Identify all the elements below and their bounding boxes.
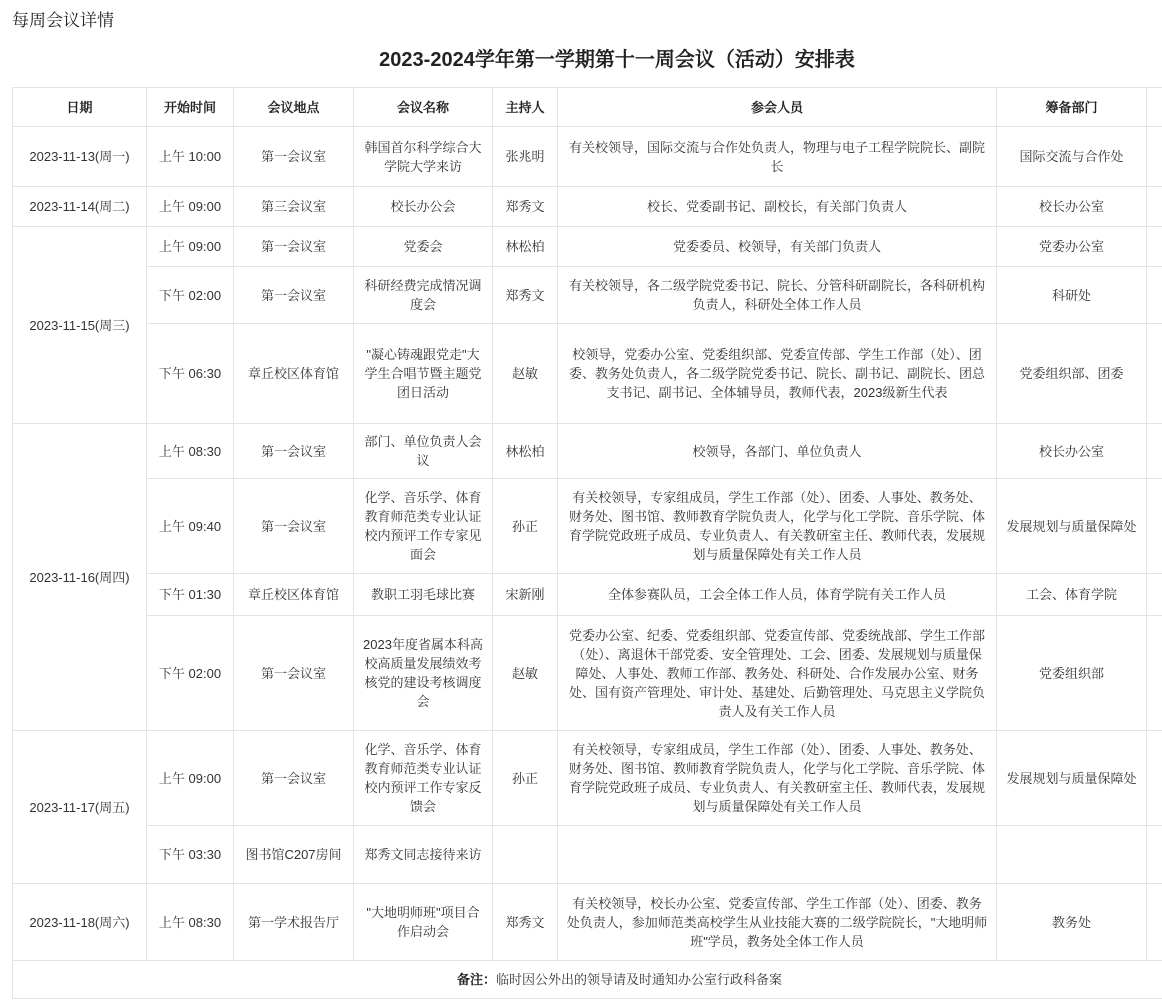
cell-prep-dept — [997, 826, 1147, 884]
cell-prep-dept: 校长办公室 — [997, 424, 1147, 479]
cell-meeting-name: 部门、单位负责人会议 — [354, 424, 493, 479]
meeting-schedule-table — [12, 87, 1162, 999]
cell-host: 孙正 — [493, 479, 558, 574]
cell-prep-dept: 科研处 — [997, 267, 1147, 324]
column-header-participants: 参会人员 — [558, 88, 997, 127]
cell-meeting-name: 教职工羽毛球比赛 — [354, 574, 493, 616]
cell-start-time: 下午 03:30 — [147, 826, 234, 884]
cell-location: 章丘校区体育馆 — [234, 324, 354, 424]
cell-prep-dept: 发展规划与质量保障处 — [997, 479, 1147, 574]
cell-start-time: 上午 08:30 — [147, 884, 234, 961]
table-title: 2023-2024学年第一学期第十一周会议（活动）安排表 — [379, 49, 855, 71]
cell-participants: 校长、党委副书记、副校长，有关部门负责人 — [558, 187, 997, 227]
cell-start-time: 上午 09:00 — [147, 187, 234, 227]
column-header-date: 日期 — [13, 88, 147, 127]
cell-host: 林松柏 — [493, 424, 558, 479]
cell-clipped — [1147, 127, 1162, 187]
cell-host: 林松柏 — [493, 227, 558, 267]
cell-location: 第一会议室 — [234, 731, 354, 826]
column-header-location: 会议地点 — [234, 88, 354, 127]
cell-clipped — [1147, 826, 1162, 884]
cell-participants: 有关校领导，国际交流与合作处负责人，物理与电子工程学院院长、副院长 — [558, 127, 997, 187]
cell-clipped — [1147, 574, 1162, 616]
table-row — [13, 616, 1162, 731]
cell-date: 2023-11-13(周一) — [13, 127, 147, 187]
cell-date: 2023-11-16(周四) — [13, 424, 147, 731]
cell-host: 宋新刚 — [493, 574, 558, 616]
cell-prep-dept: 校长办公室 — [997, 187, 1147, 227]
cell-clipped — [1147, 267, 1162, 324]
cell-prep-dept: 工会、体育学院 — [997, 574, 1147, 616]
note-label: 备注： — [456, 972, 496, 987]
cell-clipped — [1147, 479, 1162, 574]
cell-location: 图书馆C207房间 — [234, 826, 354, 884]
cell-prep-dept: 发展规划与质量保障处 — [997, 731, 1147, 826]
cell-host — [493, 826, 558, 884]
cell-start-time: 下午 06:30 — [147, 324, 234, 424]
cell-start-time: 上午 08:30 — [147, 424, 234, 479]
cell-participants — [558, 826, 997, 884]
table-row — [13, 826, 1162, 884]
cell-prep-dept: 教务处 — [997, 884, 1147, 961]
cell-date: 2023-11-18(周六) — [13, 884, 147, 961]
cell-meeting-name: 韩国首尔科学综合大学院大学来访 — [354, 127, 493, 187]
cell-start-time: 下午 02:00 — [147, 616, 234, 731]
cell-host: 孙正 — [493, 731, 558, 826]
cell-host: 郑秀文 — [493, 884, 558, 961]
cell-meeting-name: 郑秀文同志接待来访 — [354, 826, 493, 884]
table-row — [13, 574, 1162, 616]
cell-prep-dept: 党委组织部、团委 — [997, 324, 1147, 424]
cell-start-time: 下午 01:30 — [147, 574, 234, 616]
column-header-prep-dept: 筹备部门 — [997, 88, 1147, 127]
cell-participants: 党委办公室、纪委、党委组织部、党委宣传部、党委统战部、学生工作部（处）、离退休干部党委、安全管理处、工会、团委、发展规划与质量保障处、人事处、教师工作部、教务处、科研处、合作发展办公室、财务处、国有资产管理处、审计处、基建处、后勤管理处、马克思主义学院负责人及有关工作人员 — [558, 616, 997, 731]
cell-clipped — [1147, 227, 1162, 267]
cell-location: 第三会议室 — [234, 187, 354, 227]
cell-participants: 全体参赛队员，工会全体工作人员，体育学院有关工作人员 — [558, 574, 997, 616]
table-row — [13, 227, 1162, 267]
note-row — [13, 961, 1162, 999]
cell-meeting-name: "凝心铸魂跟党走"大学生合唱节暨主题党团日活动 — [354, 324, 493, 424]
cell-start-time: 上午 09:00 — [147, 227, 234, 267]
cell-clipped — [1147, 424, 1162, 479]
cell-clipped — [1147, 187, 1162, 227]
column-header-clipped — [1147, 88, 1162, 127]
cell-location: 章丘校区体育馆 — [234, 574, 354, 616]
cell-participants: 有关校领导，校长办公室、党委宣传部、学生工作部（处）、团委、教务处负责人，参加师范类高校学生从业技能大赛的二级学院院长，"大地明师班"学员，教务处全体工作人员 — [558, 884, 997, 961]
cell-clipped — [1147, 324, 1162, 424]
cell-host: 郑秀文 — [493, 187, 558, 227]
cell-date: 2023-11-15(周三) — [13, 227, 147, 424]
cell-meeting-name: 科研经费完成情况调度会 — [354, 267, 493, 324]
cell-participants: 校领导，党委办公室、党委组织部、党委宣传部、学生工作部（处）、团委、教务处负责人，各二级学院党委书记、院长、副书记、副院长、团总支书记、副书记、全体辅导员，教师代表，2023级新生代表 — [558, 324, 997, 424]
table-row — [13, 731, 1162, 826]
cell-meeting-name: 化学、音乐学、体育教育师范类专业认证校内预评工作专家见面会 — [354, 479, 493, 574]
table-row — [13, 324, 1162, 424]
cell-participants: 有关校领导，专家组成员，学生工作部（处）、团委、人事处、教务处、财务处、图书馆、教师教育学院负责人，化学与化工学院、音乐学院、体育学院党政班子成员、专业负责人、有关教研室主任、教师代表，发展规划与质量保障处有关工作人员 — [558, 731, 997, 826]
cell-date: 2023-11-17(周五) — [13, 731, 147, 884]
column-header-meeting-name: 会议名称 — [354, 88, 493, 127]
cell-prep-dept: 党委组织部 — [997, 616, 1147, 731]
note-text: 临时因公外出的领导请及时通知办公室行政科备案 — [496, 972, 783, 987]
cell-location: 第一会议室 — [234, 267, 354, 324]
cell-clipped — [1147, 731, 1162, 826]
cell-prep-dept: 国际交流与合作处 — [997, 127, 1147, 187]
cell-location: 第一会议室 — [234, 127, 354, 187]
cell-location: 第一学术报告厅 — [234, 884, 354, 961]
cell-participants: 有关校领导，专家组成员，学生工作部（处）、团委、人事处、教务处、财务处、图书馆、教师教育学院负责人，化学与化工学院、音乐学院、体育学院党政班子成员、专业负责人、有关教研室主任、教师代表，发展规划与质量保障处有关工作人员 — [558, 479, 997, 574]
cell-date: 2023-11-14(周二) — [13, 187, 147, 227]
table-row — [13, 884, 1162, 961]
cell-location: 第一会议室 — [234, 616, 354, 731]
cell-host: 郑秀文 — [493, 267, 558, 324]
note-cell — [13, 961, 1162, 999]
cell-clipped — [1147, 884, 1162, 961]
cell-participants: 有关校领导，各二级学院党委书记、院长、分管科研副院长，各科研机构负责人，科研处全体工作人员 — [558, 267, 997, 324]
cell-start-time: 上午 09:00 — [147, 731, 234, 826]
cell-meeting-name: 校长办公会 — [354, 187, 493, 227]
table-header-row — [13, 88, 1162, 127]
cell-meeting-name: 2023年度省属本科高校高质量发展绩效考核党的建设考核调度会 — [354, 616, 493, 731]
cell-location: 第一会议室 — [234, 424, 354, 479]
cell-participants: 党委委员、校领导，有关部门负责人 — [558, 227, 997, 267]
cell-host: 赵敏 — [493, 324, 558, 424]
column-header-host: 主持人 — [493, 88, 558, 127]
cell-start-time: 上午 09:40 — [147, 479, 234, 574]
cell-location: 第一会议室 — [234, 479, 354, 574]
cell-meeting-name: 党委会 — [354, 227, 493, 267]
cell-participants: 校领导，各部门、单位负责人 — [558, 424, 997, 479]
column-header-start-time: 开始时间 — [147, 88, 234, 127]
cell-start-time: 下午 02:00 — [147, 267, 234, 324]
table-row — [13, 479, 1162, 574]
page-title: 每周会议详情 — [12, 11, 114, 30]
cell-host: 赵敏 — [493, 616, 558, 731]
cell-meeting-name: "大地明师班"项目合作启动会 — [354, 884, 493, 961]
cell-prep-dept: 党委办公室 — [997, 227, 1147, 267]
table-row — [13, 267, 1162, 324]
table-row — [13, 187, 1162, 227]
table-row — [13, 424, 1162, 479]
cell-host: 张兆明 — [493, 127, 558, 187]
cell-location: 第一会议室 — [234, 227, 354, 267]
cell-meeting-name: 化学、音乐学、体育教育师范类专业认证校内预评工作专家反馈会 — [354, 731, 493, 826]
cell-start-time: 上午 10:00 — [147, 127, 234, 187]
table-row — [13, 127, 1162, 187]
cell-clipped — [1147, 616, 1162, 731]
